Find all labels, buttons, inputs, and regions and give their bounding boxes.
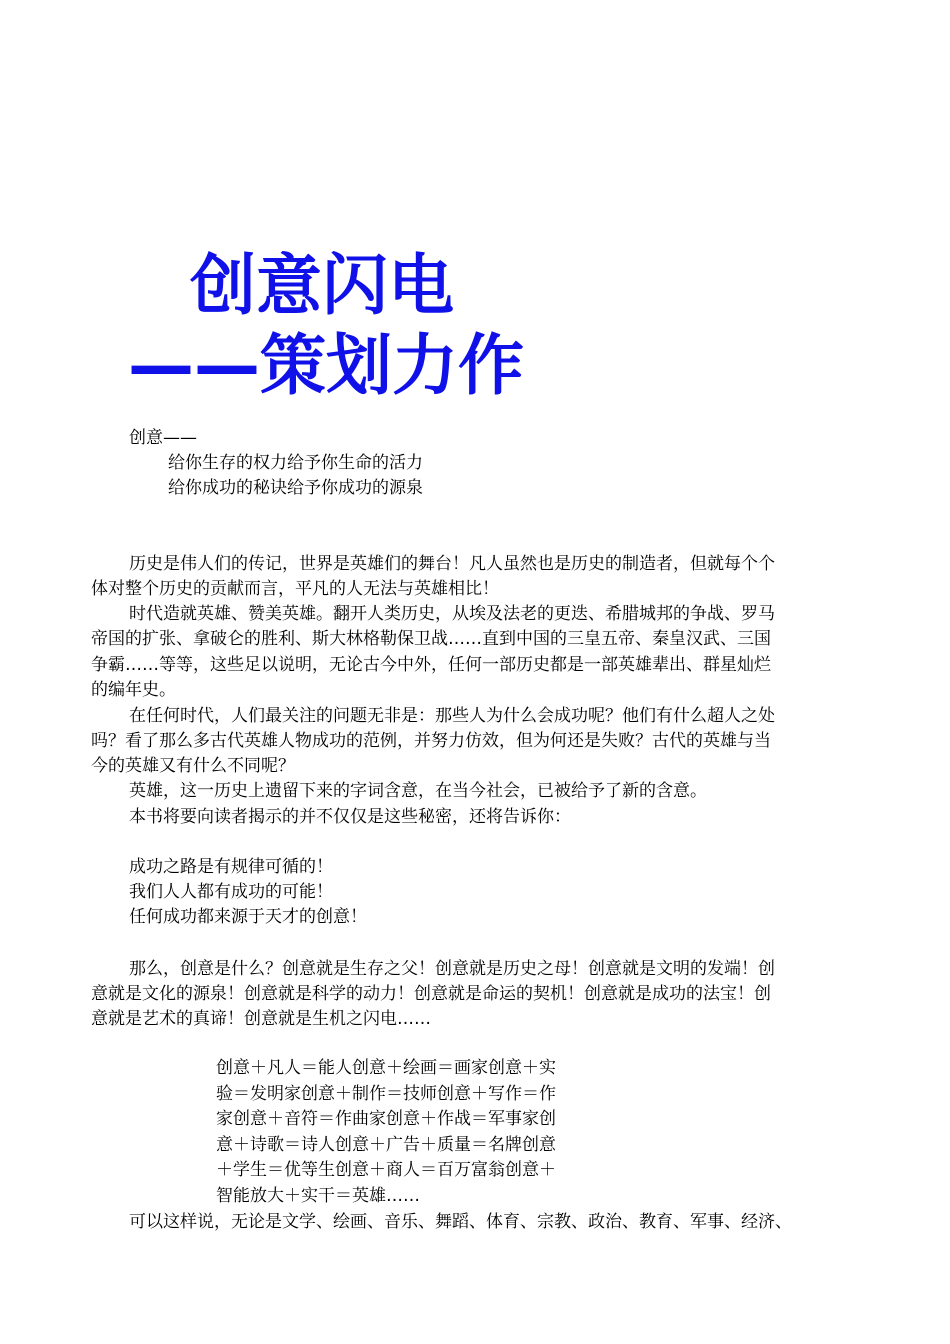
epigraph-line: 给你生存的权力给予你生命的活力 xyxy=(168,453,423,473)
paragraph-line: 那么，创意是什么？创意就是生存之父！创意就是历史之母！创意就是文明的发端！创 xyxy=(129,959,775,979)
formula-line: ＋学生＝优等生创意＋商人＝百万富翁创意＋ xyxy=(216,1160,556,1180)
formula-line: 验＝发明家创意＋制作＝技师创意＋写作＝作 xyxy=(216,1083,556,1104)
formula-line: 智能放大＋实干＝英雄…… xyxy=(216,1185,420,1206)
paragraph-line: 帝国的扩张、拿破仑的胜利、斯大林格勒保卫战……直到中国的三皇五帝、秦皇汉武、三国 xyxy=(91,629,771,649)
claim-line: 成功之路是有规律可循的！ xyxy=(129,857,333,877)
paragraph-line: 的编年史。 xyxy=(91,680,176,700)
book-title-line-2: ——策划力作 xyxy=(128,327,524,404)
paragraph-line: 在任何时代，人们最关注的问题无非是：那些人为什么会成功呢？他们有什么超人之处 xyxy=(129,706,775,726)
creativity-formula-block xyxy=(216,1056,556,1209)
formula-line: 创意＋凡人＝能人创意＋绘画＝画家创意＋实 xyxy=(216,1058,556,1078)
claim-line: 我们人人都有成功的可能！ xyxy=(129,882,333,902)
epigraph-heading: 创意—— xyxy=(129,428,197,448)
formula-line: 意＋诗歌＝诗人创意＋广告＋质量＝名牌创意 xyxy=(216,1134,556,1155)
epigraph-line: 给你成功的秘诀给予你成功的源泉 xyxy=(168,478,423,498)
paragraph-line: 本书将要向读者揭示的并不仅仅是这些秘密，还将告诉你： xyxy=(129,807,571,827)
paragraph-line: 争霸……等等，这些足以说明，无论古今中外，任何一部历史都是一部英雄辈出、群星灿烂 xyxy=(91,655,771,675)
book-title-line-1: 创意闪电 xyxy=(190,247,454,324)
paragraph-line: 意就是文化的源泉！创意就是科学的动力！创意就是命运的契机！创意就是成功的法宝！创 xyxy=(91,984,771,1004)
paragraph-line: 历史是伟人们的传记，世界是英雄们的舞台！凡人虽然也是历史的制造者，但就每个个 xyxy=(129,554,775,574)
paragraph-line: 可以这样说，无论是文学、绘画、音乐、舞蹈、体育、宗教、政治、教育、军事、经济、 xyxy=(129,1212,792,1232)
paragraph-line: 体对整个历史的贡献而言，平凡的人无法与英雄相比！ xyxy=(91,579,499,599)
paragraph-line: 英雄，这一历史上遗留下来的字词含意，在当今社会，已被给予了新的含意。 xyxy=(129,781,707,801)
formula-line: 家创意＋音符＝作曲家创意＋作战＝军事家创 xyxy=(216,1109,556,1129)
paragraph-line: 时代造就英雄、赞美英雄。翻开人类历史，从埃及法老的更迭、希腊城邦的争战、罗马 xyxy=(129,604,775,624)
paragraph-line: 意就是艺术的真谛！创意就是生机之闪电…… xyxy=(91,1009,431,1029)
paragraph-line: 今的英雄又有什么不同呢？ xyxy=(91,756,295,776)
paragraph-line: 吗？看了那么多古代英雄人物成功的范例，并努力仿效，但为何还是失败？古代的英雄与当 xyxy=(91,731,771,751)
claim-line: 任何成功都来源于天才的创意！ xyxy=(129,907,367,927)
